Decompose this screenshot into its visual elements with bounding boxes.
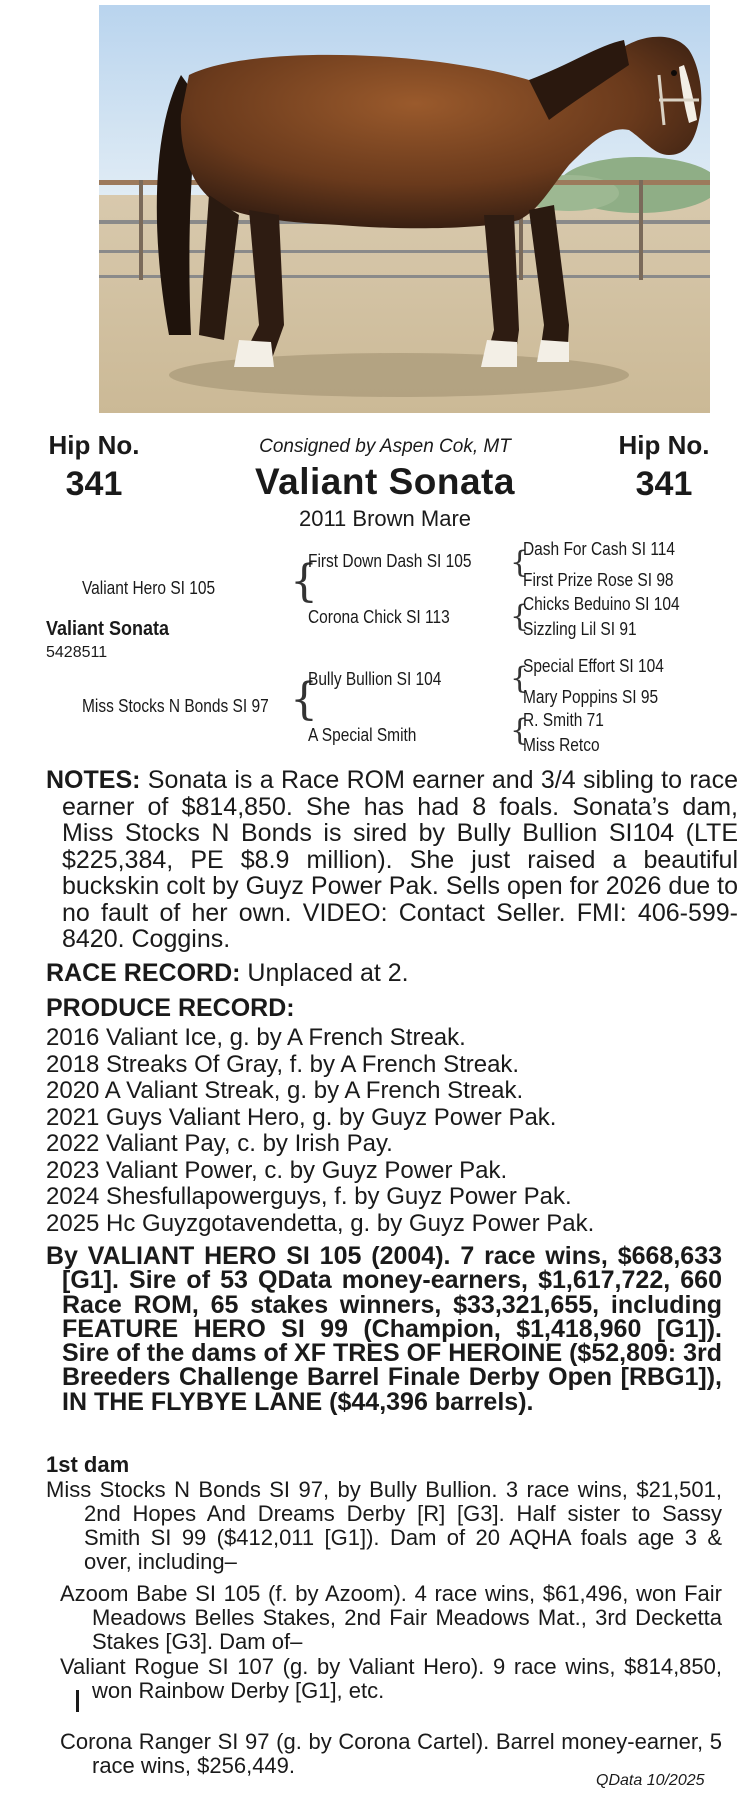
pedigree-brace: { [510,599,530,634]
hip-number-left [34,430,154,504]
list-item: 2023 Valiant Power, c. by Guyz Power Pak. [46,1156,508,1184]
pedigree-brace: { [290,556,318,607]
horse-photo [99,5,710,413]
pedigree-sire-dam-dam: Sizzling Lil SI 91 [523,619,637,639]
list-item: 2018 Streaks Of Gray, f. by A French Streak. [46,1050,520,1078]
list-item: 2024 Shesfullapowerguys, f. by Guyz Power Pak. [46,1183,572,1210]
hip-label: Hip No. [48,430,140,460]
offspring-entry: Corona Ranger SI 97 (g. by Corona Cartel). Barrel money-earner, 5 race wins, $256,449. [60,1729,722,1778]
pedigree-sire: Valiant Hero SI 105 [82,578,216,598]
horse-name: Valiant Sonata [255,461,515,502]
first-dam-text: Miss Stocks N Bonds SI 97, by Bully Bullion. 3 race wins, $21,501, 2nd Hopes And Dreams Derby [R] [G3]. Half sister to Sassy Smith SI 99 ($412,011 [G1]). Dam of 20 AQHA foals age 3 & over, including– [46,1477,722,1574]
offspring-entry: Azoom Babe SI 105 (f. by Azoom). 4 race wins, $61,496, won Fair Meadows Belles Stakes, 2nd Fair Meadows Mat., 3rd Decketta Stakes [G3]. Dam of– [60,1581,722,1654]
pedigree-dam-sire-sire: Special Effort SI 104 [523,656,664,676]
consignor: Consigned by Aspen Cok, MT [259,436,511,457]
list-item: 2016 Valiant Ice, g. by A French Streak. [46,1024,466,1051]
hip-label: Hip No. [618,430,710,460]
pedigree-dam-sire-dam: Mary Poppins SI 95 [523,687,659,707]
produce-record-label: PRODUCE RECORD: [46,994,295,1022]
pedigree-brace: { [510,545,530,580]
notes-text: Sonata is a Race ROM earner and 3/4 sibling to race earner of $814,850. She has had 8 foals. Sonata’s dam, Miss Stocks N Bonds is sired by Bully Bullion SI104 (LTE $225,384, PE $8.9 million). She just raised a beautiful buckskin colt by Guyz Power Pak. Sells open for 2026 due to no fault of her own. VIDEO: Contact Seller. FMI: 406-599-8420. Coggins. [62,766,738,953]
pedigree-dam-dam: A Special Smith [308,725,417,745]
race-record-label: RACE RECORD: [46,959,241,987]
pedigree-brace: { [510,713,530,748]
pedigree-dam-dam-dam: Miss Retco [523,735,600,755]
pedigree-brace: { [510,661,530,696]
first-dam-label: 1st dam [46,1452,130,1477]
hip-number-right [604,430,724,504]
list-item: 2025 Hc Guyzgotavendetta, g. by Guyz Power Pak. [46,1209,595,1237]
notes-section [46,767,738,953]
pedigree-brace: { [290,674,318,725]
pedigree-sire-dam: Corona Chick SI 113 [308,607,450,627]
pedigree-sire-sire-sire: Dash For Cash SI 114 [523,539,676,559]
horse-description: 2011 Brown Mare [298,506,471,531]
notes-label: NOTES: [46,766,141,794]
pedigree-sire-dam-sire: Chicks Beduino SI 104 [523,594,680,614]
list-item: 2020 A Valiant Streak, g. by A French Streak. [46,1077,524,1104]
produce-record-list [46,1025,594,1237]
hip-number: 341 [65,465,123,503]
sire-summary: By VALIANT HERO SI 105 (2004). 7 race wins, $668,633 [G1]. Sire of 53 QData money-earners, $1,617,722, 660 Race ROM, 65 stakes winners, $33,321,655, including FEATURE HERO SI 99 (Champion, $1,418,960 [G1]). Sire of the dams of XF TRES OF HEROINE ($52,809: 3rd Breeders Challenge Barrel Finale Derby Open [RBG1]), IN THE FLYBYE LANE ($44,396 barrels). [46,1242,722,1416]
race-record [46,960,722,987]
footer-source: QData 10/2025 [596,1772,705,1789]
pedigree-dam: Miss Stocks N Bonds SI 97 [82,696,269,716]
list-item: 2021 Guys Valiant Hero, g. by Guyz Power Pak. [46,1103,557,1131]
pedigree-dam-sire: Bully Bullion SI 104 [308,669,442,689]
horse-icon [99,5,710,413]
pedigree-subject: Valiant Sonata [46,618,170,640]
pedigree-dam-dam-sire: R. Smith 71 [523,710,604,730]
offspring-entry: Valiant Rogue SI 107 (g. by Valiant Hero). 9 race wins, $814,850, won Rainbow Derby [G1], etc. [60,1654,722,1703]
pedigree-sire-sire: First Down Dash SI 105 [308,551,472,571]
list-item: 2022 Valiant Pay, c. by Irish Pay. [46,1130,393,1157]
hip-number: 341 [635,465,693,503]
registration-number: 5428511 [46,644,108,661]
pedigree-sire-sire-dam: First Prize Rose SI 98 [523,570,674,590]
race-record-text: Unplaced at 2. [247,959,409,987]
